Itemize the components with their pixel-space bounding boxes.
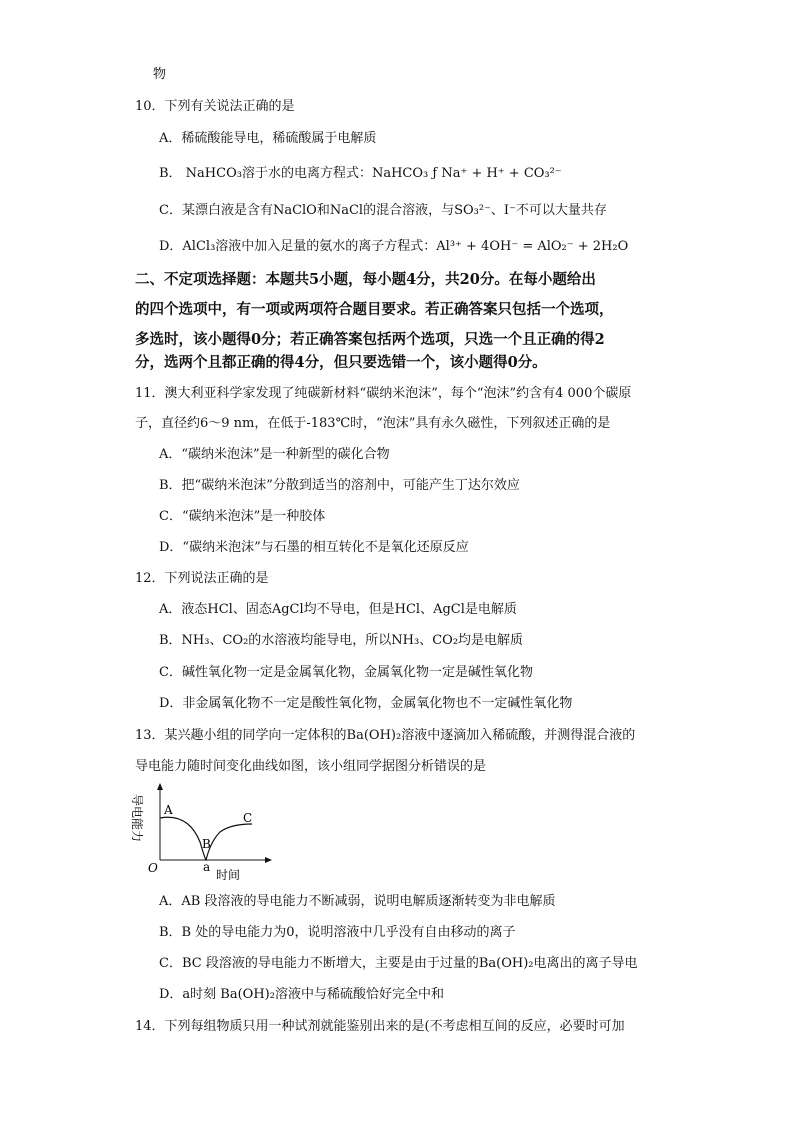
- point-c-label: C: [243, 811, 253, 825]
- section-2-heading-line2: 的四个选项中，有一项或两项符合题目要求。若正确答案只包括一个选项，: [135, 301, 614, 318]
- question-12-option-d: D．非金属氧化物不一定是酸性氧化物，金属氧化物也不一定碱性氧化物: [159, 696, 573, 711]
- time-a-tick-label: a: [203, 860, 211, 874]
- question-13-option-a: A．AB 段溶液的导电能力不断减弱，说明电解质逐渐转变为非电解质: [159, 894, 556, 909]
- x-axis-arrow-icon: [265, 857, 272, 863]
- question-11-option-b: B．把“碳纳米泡沫”分散到适当的溶剂中，可能产生丁达尔效应: [159, 478, 520, 493]
- question-13-option-d: D．a时刻 Ba(OH)₂溶液中与稀硫酸恰好完全中和: [159, 987, 444, 1002]
- question-12-option-c: C．碱性氧化物一定是金属氧化物，金属氧化物一定是碱性氧化物: [159, 665, 533, 680]
- line-wu: 物: [153, 67, 167, 82]
- y-axis-arrow-icon: [157, 783, 163, 790]
- conductivity-graph: [128, 782, 288, 882]
- question-12-stem: 12．下列说法正确的是: [135, 571, 269, 586]
- question-13-stem-line2: 导电能力随时间变化曲线如图，该小组同学据图分析错误的是: [135, 759, 487, 774]
- question-11-stem-line1: 11．澳大利亚科学家发现了纯碳新材料“碳纳米泡沫”，每个“泡沫”约含有4 000个碳原: [135, 386, 632, 401]
- question-10-stem: 10．下列有关说法正确的是: [135, 99, 295, 114]
- question-10-option-a: A．稀硫酸能导电，稀硫酸属于电解质: [159, 131, 377, 146]
- question-12-option-b: B．NH₃、CO₂的水溶液均能导电，所以NH₃、CO₂均是电解质: [159, 633, 524, 648]
- question-13-option-c: C．BC 段溶液的导电能力不断增大，主要是由于过量的Ba(OH)₂电离出的离子导电: [159, 956, 638, 971]
- point-a-label: A: [164, 803, 173, 817]
- question-10-option-d: D．AlCl₃溶液中加入足量的氨水的离子方程式：Al³⁺ + 4OH⁻ = AlO₂⁻ + 2H₂O: [159, 239, 629, 254]
- y-axis-label: 导电能力: [130, 794, 144, 843]
- origin-label: O: [148, 861, 158, 875]
- question-10-option-c: C．某漂白液是含有NaClO和NaCl的混合溶液，与SO₃²⁻、I⁻不可以大量共存: [159, 203, 607, 218]
- question-13-option-b: B．B 处的导电能力为0，说明溶液中几乎没有自由移动的离子: [159, 925, 516, 940]
- conductivity-graph-svg: [128, 782, 288, 882]
- question-13-stem-line1: 13．某兴趣小组的同学向一定体积的Ba(OH)₂溶液中逐滴加入稀硫酸，并测得混合液的: [135, 728, 636, 743]
- question-12-option-a: A．液态HCl、固态AgCl均不导电，但是HCl、AgCl是电解质: [159, 602, 517, 617]
- x-axis-label: 时间: [216, 868, 241, 882]
- section-2-heading-line4: 分，选两个且都正确的得4分，但只要选错一个，该小题得0分。: [135, 354, 547, 371]
- section-2-heading-line1: 二、不定项选择题：本题共5小题，每小题4分，共20分。在每小题给出: [135, 271, 596, 288]
- question-11-stem-line2: 子，直径约6～9 nm，在低于-183℃时，“泡沫”具有永久磁性，下列叙述正确的是: [135, 416, 611, 431]
- question-11-option-d: D．“碳纳米泡沫”与石墨的相互转化不是氧化还原反应: [159, 540, 469, 555]
- point-b-label: B: [202, 837, 211, 851]
- question-11-option-a: A．“碳纳米泡沫”是一种新型的碳化合物: [159, 447, 390, 462]
- question-11-option-c: C．“碳纳米泡沫”是一种胶体: [159, 509, 326, 524]
- question-14-stem: 14．下列每组物质只用一种试剂就能鉴别出来的是(不考虑相互间的反应，必要时可加: [135, 1019, 625, 1034]
- question-10-option-b: B． NaHCO₃溶于水的电离方程式：NaHCO₃ ƒ Na⁺ + H⁺ + CO₃²⁻: [159, 166, 562, 181]
- section-2-heading-line3: 多选时，该小题得0分；若正确答案包括两个选项，只选一个且正确的得2: [135, 331, 605, 348]
